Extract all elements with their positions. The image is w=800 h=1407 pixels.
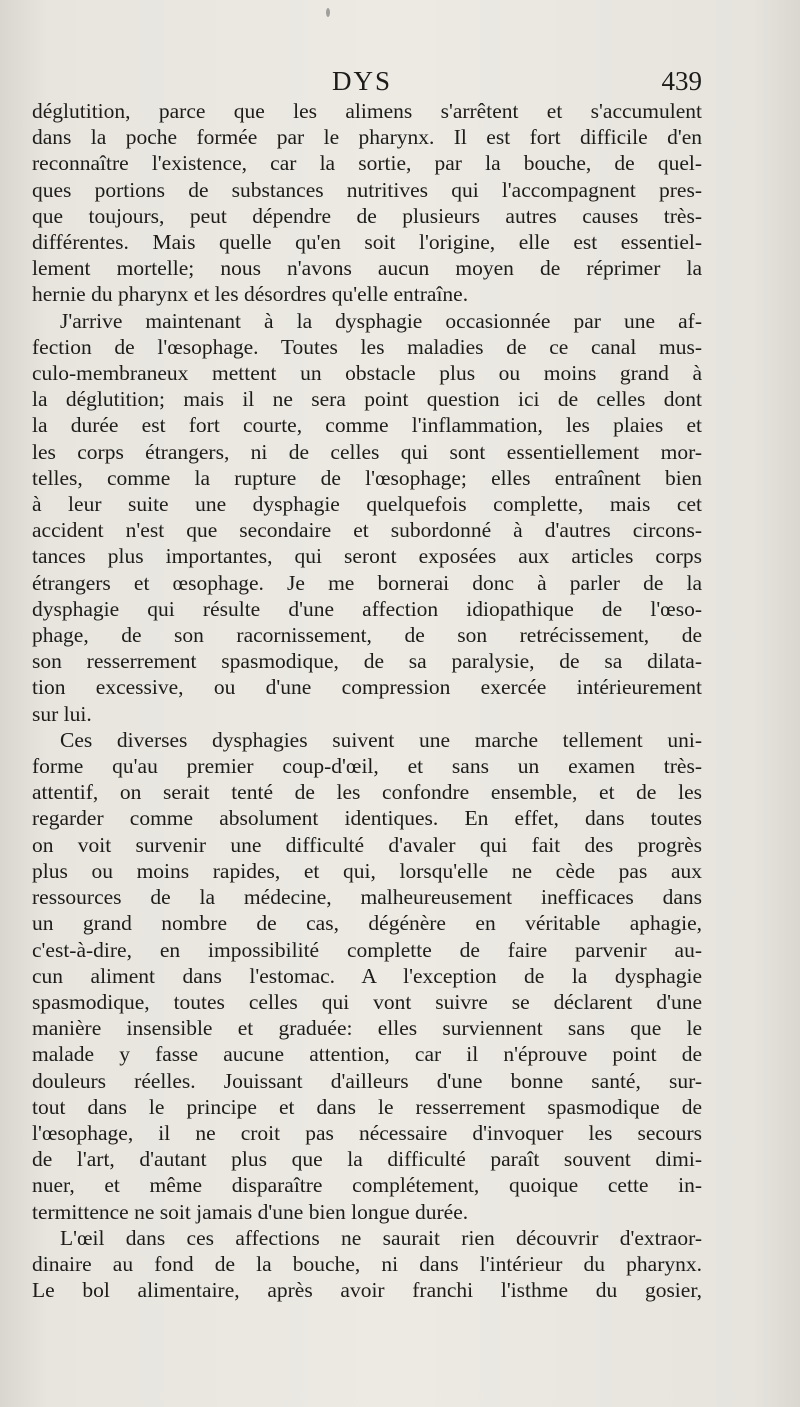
paragraph xyxy=(32,1225,702,1304)
text-line: tion excessive, ou d'une compression exercée intérieurement xyxy=(32,675,702,700)
text-line: un grand nombre de cas, dégénère en véritable aphagie, xyxy=(32,911,702,936)
text-line: L'œil dans ces affections ne saurait rien découvrir d'extraor- xyxy=(60,1225,702,1250)
text-line: phage, de son racornissement, de son retrécissement, de xyxy=(32,623,702,648)
text-line: déglutition, parce que les alimens s'arrêtent et s'accumulent xyxy=(32,99,702,123)
text-line: l'œsophage, il ne croit pas nécessaire d'invoquer les secours xyxy=(32,1120,702,1145)
text-line: la durée est fort courte, comme l'inflammation, les plaies et xyxy=(32,413,702,438)
text-line: la déglutition; mais il ne sera point question ici de celles dont xyxy=(32,387,702,412)
text-line: attentif, on serait tenté de les confondre ensemble, et de les xyxy=(32,780,702,805)
text-line: regarder comme absolument identiques. En effet, dans toutes xyxy=(32,806,702,831)
text-line: Ces diverses dysphagies suivent une marche tellement uni- xyxy=(60,727,702,752)
text-line: nuer, et même disparaître complétement, quoique cette in- xyxy=(32,1173,702,1198)
text-line: malade y fasse aucune attention, car il n'éprouve point de xyxy=(32,1042,702,1067)
body-text xyxy=(32,98,702,1303)
text-line: manière insensible et graduée: elles surviennent sans que le xyxy=(32,1016,702,1041)
running-head: DYS xyxy=(332,66,393,96)
text-line: tout dans le principe et dans le resserrement spasmodique de xyxy=(32,1094,702,1119)
text-line: ressources de la médecine, malheureusement inefficaces dans xyxy=(32,885,702,910)
text-line: de l'art, d'autant plus que la difficulté paraît souvent dimi- xyxy=(32,1147,702,1172)
text-line: plus ou moins rapides, et qui, lorsqu'elle ne cède pas aux xyxy=(32,858,702,883)
text-line: c'est-à-dire, en impossibilité complette de faire parvenir au- xyxy=(32,937,702,962)
text-line: dans la poche formée par le pharynx. Il est fort difficile d'en xyxy=(32,125,702,150)
text-line: spasmodique, toutes celles qui vont suivre se déclarent d'une xyxy=(32,989,702,1014)
paragraph xyxy=(32,727,702,1225)
paragraph xyxy=(32,98,702,308)
ink-mark xyxy=(326,8,330,17)
text-line: dinaire au fond de la bouche, ni dans l'intérieur du pharynx. xyxy=(32,1251,702,1276)
text-line: Le bol alimentaire, après avoir franchi l'isthme du gosier, xyxy=(32,1278,702,1303)
text-line: culo-membraneux mettent un obstacle plus ou moins grand à xyxy=(32,361,702,386)
text-line: son resserrement spasmodique, de sa paralysie, de sa dilata- xyxy=(32,649,702,674)
text-line: tances plus importantes, qui seront exposées aux articles corps xyxy=(32,544,702,569)
text-line: forme qu'au premier coup-d'œil, et sans un examen très- xyxy=(32,754,702,779)
text-line: ques portions de substances nutritives qui l'accompagnent pres- xyxy=(32,177,702,202)
text-line: les corps étrangers, ni de celles qui sont essentiellement mor- xyxy=(32,439,702,464)
text-line: lement mortelle; nous n'avons aucun moyen de réprimer la xyxy=(32,256,702,281)
text-line: termittence ne soit jamais d'une bien longue durée. xyxy=(32,1199,469,1224)
text-line: à leur suite une dysphagie quelquefois complette, mais cet xyxy=(32,492,702,517)
text-line: cun aliment dans l'estomac. A l'exception de la dysphagie xyxy=(32,963,702,988)
text-line: étrangers et œsophage. Je me bornerai donc à parler de la xyxy=(32,570,702,595)
text-line: hernie du pharynx et les désordres qu'elle entraîne. xyxy=(32,282,469,307)
text-line: telles, comme la rupture de l'œsophage; elles entraînent bien xyxy=(32,465,702,490)
text-line: sur lui. xyxy=(32,701,92,726)
text-line: douleurs réelles. Jouissant d'ailleurs d'une bonne santé, sur- xyxy=(32,1068,702,1093)
page-header xyxy=(32,66,702,96)
text-line: différentes. Mais quelle qu'en soit l'origine, elle est essentiel- xyxy=(32,230,702,255)
text-line: on voit survenir une difficulté d'avaler qui fait des progrès xyxy=(32,832,702,857)
paragraph xyxy=(32,308,702,727)
text-line: accident n'est que secondaire et subordonné à d'autres circons- xyxy=(32,518,702,543)
text-line: fection de l'œsophage. Toutes les maladies de ce canal mus- xyxy=(32,334,702,359)
page-number: 439 xyxy=(661,66,702,96)
text-line: J'arrive maintenant à la dysphagie occasionnée par une af- xyxy=(60,308,702,333)
text-line: que toujours, peut dépendre de plusieurs autres causes très- xyxy=(32,203,702,228)
text-line: reconnaître l'existence, car la sortie, par la bouche, de quel- xyxy=(32,151,702,176)
text-line: dysphagie qui résulte d'une affection idiopathique de l'œso- xyxy=(32,596,702,621)
